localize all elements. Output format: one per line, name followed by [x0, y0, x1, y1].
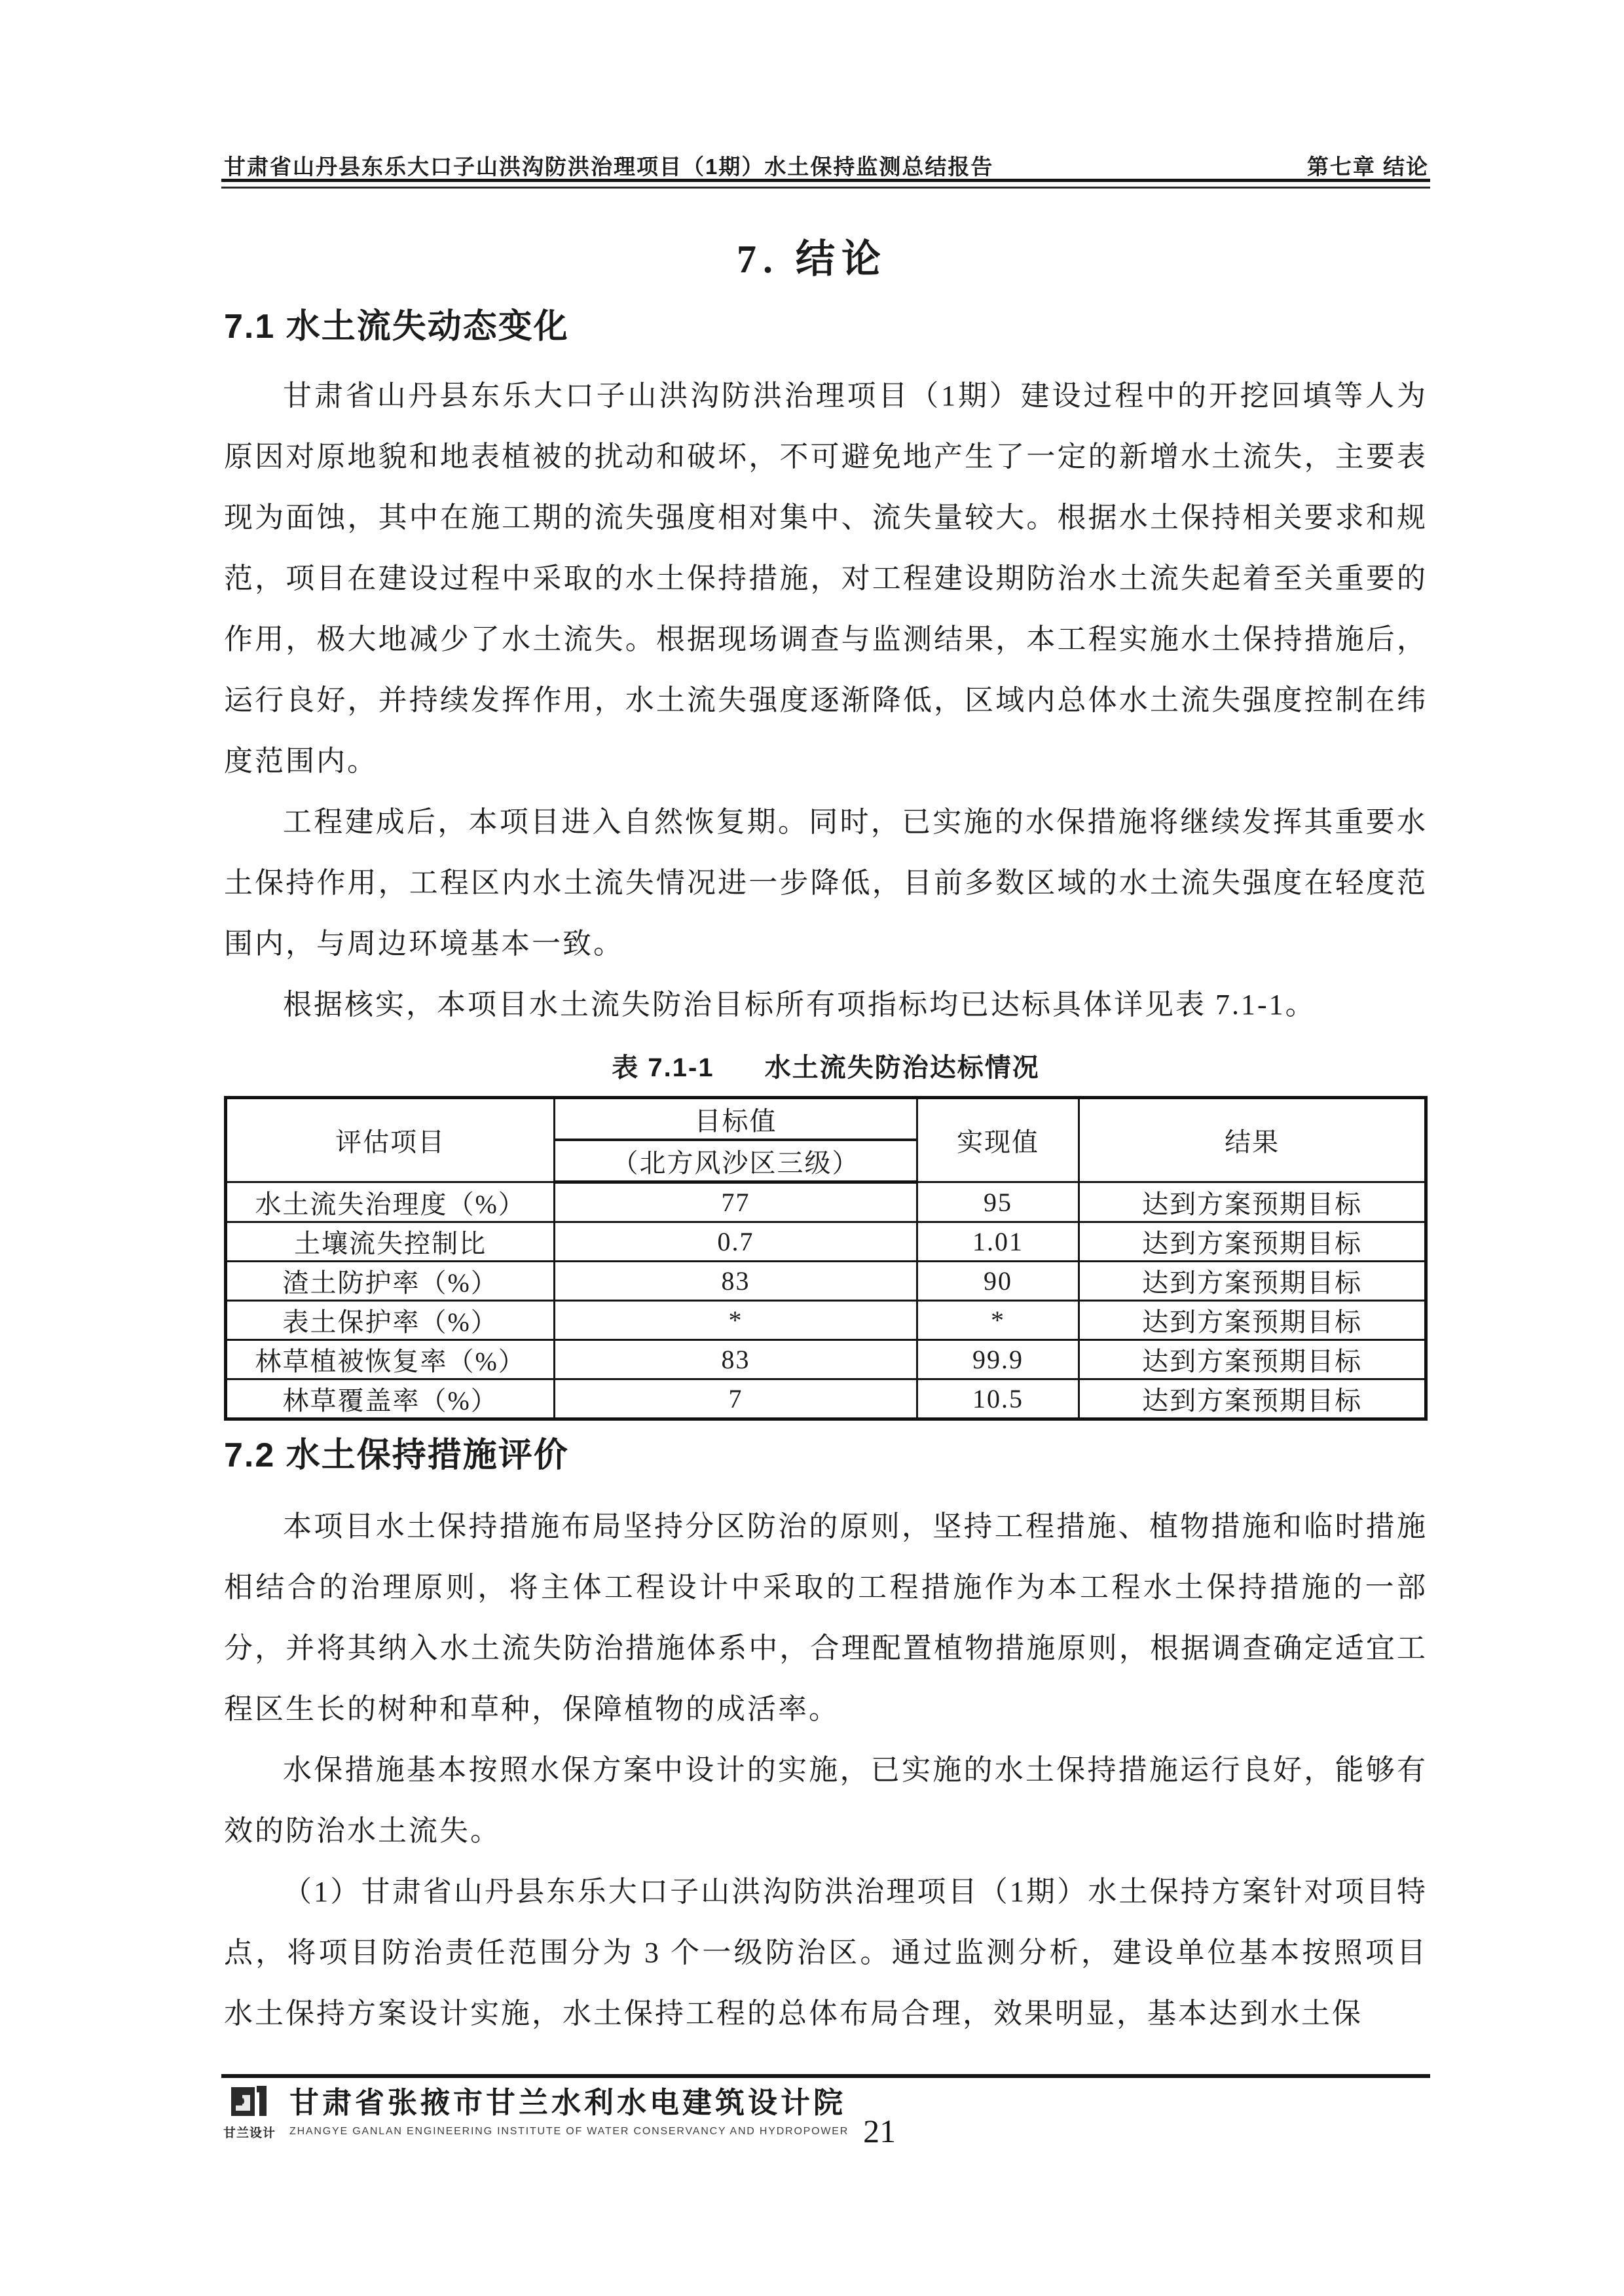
table-header-row-1 [226, 1098, 1426, 1140]
paragraph-7-2-a: 本项目水土保持措施布局坚持分区防治的原则，坚持工程措施、植物措施和临时措施相结合的治理原则，将主体工程设计中采取的工程措施作为本工程水土保持措施的一部分，并将其纳入水土流失防治措施体系中，合理配置植物措施原则，根据调查确定适宜工程区生长的树种和草种，保障植物的成活率。 [224, 1510, 1428, 1725]
col-header-target-sub: （北方风沙区三级） [555, 1140, 917, 1182]
cell-target: 77 [555, 1182, 917, 1222]
section-7-1-heading: 7.1 水土流失动态变化 [224, 308, 569, 346]
cell-result: 达到方案预期目标 [1079, 1301, 1426, 1340]
table-caption [224, 1047, 1428, 1084]
running-header-chapter: 第七章 结论 [1306, 155, 1429, 179]
cell-actual: * [917, 1301, 1079, 1340]
attainment-table [224, 1096, 1428, 1421]
cell-actual: 10.5 [917, 1379, 1079, 1419]
cell-item: 表土保护率（%） [226, 1301, 555, 1340]
paragraph-7-1-c: 根据核实，本项目水土流失防治目标所有项指标均已达标具体详见表 7.1-1。 [283, 989, 1316, 1021]
cell-item: 渣土防护率（%） [226, 1262, 555, 1301]
company-logo-icon [231, 2086, 268, 2121]
table-row [226, 1301, 1426, 1340]
company-name-block [289, 2086, 849, 2138]
footer-rule [221, 2074, 1430, 2078]
page-number: 21 [863, 2113, 896, 2149]
cell-result: 达到方案预期目标 [1079, 1182, 1426, 1222]
page-body [224, 365, 1428, 2044]
table-row [226, 1379, 1426, 1419]
cell-target: 7 [555, 1379, 917, 1419]
cell-item: 土壤流失控制比 [226, 1222, 555, 1262]
col-header-item: 评估项目 [226, 1098, 555, 1182]
cell-result: 达到方案预期目标 [1079, 1340, 1426, 1379]
paragraph-7-2-b: 水保措施基本按照水保方案中设计的实施，已实施的水土保持措施运行良好，能够有效的防治水土流失。 [224, 1754, 1428, 1847]
company-name-cn: 甘肃省张掖市甘兰水利水电建筑设计院 [289, 2086, 847, 2119]
page-footer [223, 2086, 896, 2149]
cell-target: 83 [555, 1340, 917, 1379]
cell-result: 达到方案预期目标 [1079, 1379, 1426, 1419]
running-header-title: 甘肃省山丹县东乐大口子山洪沟防洪治理项目（1期）水土保持监测总结报告 [224, 155, 994, 179]
col-header-actual: 实现值 [917, 1098, 1079, 1182]
company-logo-caption: 甘兰设计 [223, 2126, 276, 2140]
paragraph-7-1-a: 甘肃省山丹县东乐大口子山洪沟防洪治理项目（1期）建设过程中的开挖回填等人为原因对原地貌和地表植被的扰动和破坏，不可避免地产生了一定的新增水土流失，主要表现为面蚀，其中在施工期的流失强度相对集中、流失量较大。根据水土保持相关要求和规范，项目在建设过程中采取的水土保持措施，对工程建设期防治水土流失起着至关重要的作用，极大地减少了水土流失。根据现场调查与监测结果，本工程实施水土保持措施后，运行良好，并持续发挥作用，水土流失强度逐渐降低，区域内总体水土流失强度控制在纬度范围内。 [224, 380, 1428, 777]
header-rule-thin [221, 187, 1430, 189]
header-rule-thick [221, 179, 1430, 182]
cell-actual: 90 [917, 1262, 1079, 1301]
col-header-target: 目标值 [555, 1098, 917, 1140]
table-row [226, 1262, 1426, 1301]
table-caption-title: 水土流失防治达标情况 [764, 1053, 1040, 1082]
paragraph-7-1-b: 工程建成后，本项目进入自然恢复期。同时，已实施的水保措施将继续发挥其重要水土保持作用，工程区内水土流失情况进一步降低，目前多数区域的水土流失强度在轻度范围内，与周边环境基本一致。 [224, 806, 1428, 960]
cell-target: * [555, 1301, 917, 1340]
cell-target: 83 [555, 1262, 917, 1301]
section-7-2-heading: 7.2 水土保持措施评价 [224, 1436, 569, 1474]
cell-item: 林草植被恢复率（%） [226, 1340, 555, 1379]
cell-result: 达到方案预期目标 [1079, 1262, 1426, 1301]
cell-target: 0.7 [555, 1222, 917, 1262]
table-row [226, 1222, 1426, 1262]
chapter-title: 7. 结论 [737, 238, 887, 281]
cell-actual: 95 [917, 1182, 1079, 1222]
cell-actual: 1.01 [917, 1222, 1079, 1262]
cell-result: 达到方案预期目标 [1079, 1222, 1426, 1262]
cell-item: 林草覆盖率（%） [226, 1379, 555, 1419]
running-header [224, 150, 1429, 181]
col-header-result: 结果 [1079, 1098, 1426, 1182]
table-row [226, 1340, 1426, 1379]
table-row [226, 1182, 1426, 1222]
table-caption-label: 表 7.1-1 [612, 1053, 714, 1082]
cell-actual: 99.9 [917, 1340, 1079, 1379]
cell-item: 水土流失治理度（%） [226, 1182, 555, 1222]
company-logo-block [223, 2086, 276, 2141]
company-name-en: ZHANGYE GANLAN ENGINEERING INSTITUTE OF WATER CONSERVANCY AND HYDROPOWER [289, 2126, 849, 2137]
paragraph-7-2-c: （1）甘肃省山丹县东乐大口子山洪沟防洪治理项目（1期）水土保持方案针对项目特点，将项目防治责任范围分为 3 个一级防治区。通过监测分析，建设单位基本按照项目水土保持方案设计实施，水土保持工程的总体布局合理，效果明显，基本达到水土保 [224, 1876, 1428, 2030]
